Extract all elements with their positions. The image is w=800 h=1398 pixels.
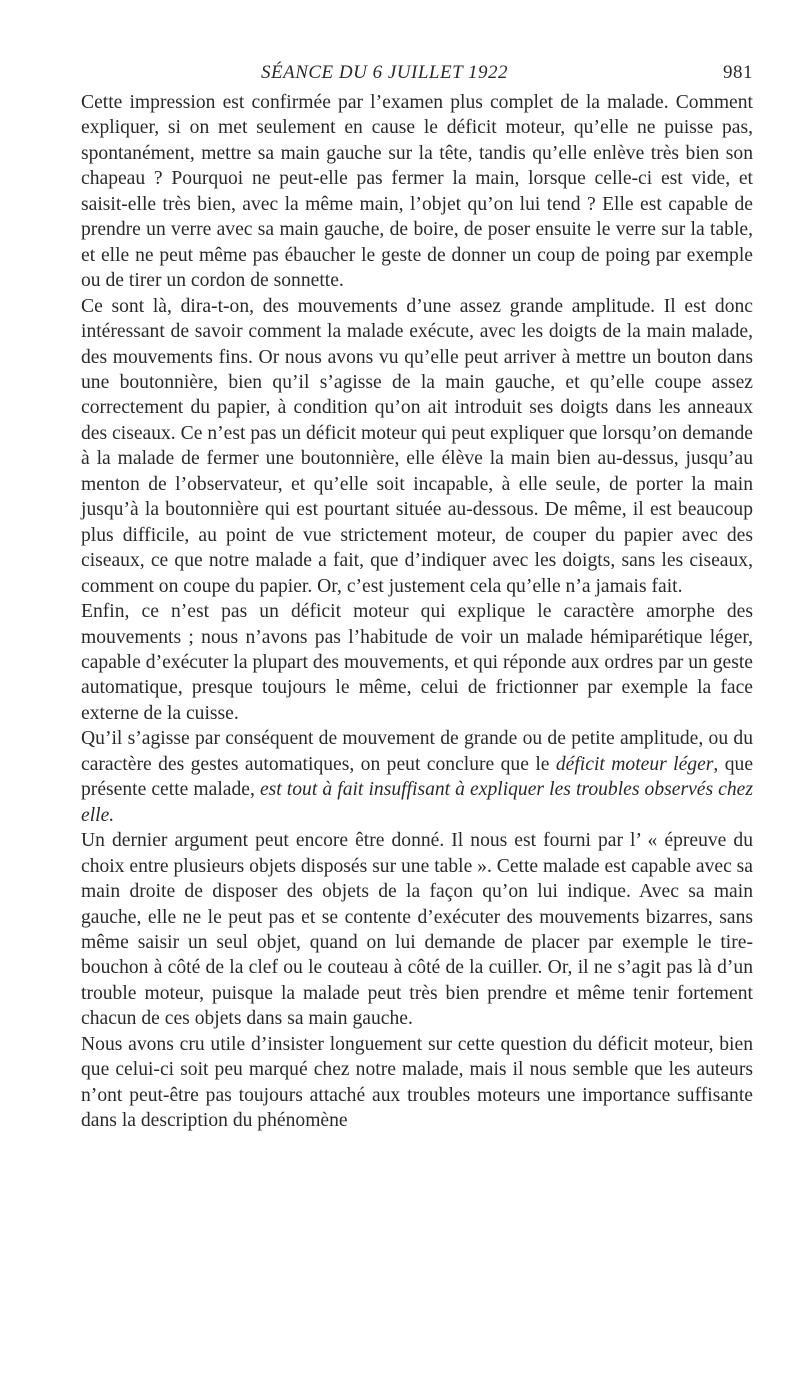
paragraph-4 (81, 726, 753, 828)
journal-page (81, 62, 753, 1134)
paragraph-2: Ce sont là, dira-t-on, des mouvements d’une assez grande amplitude. Il est donc intéressant de savoir comment la malade exécute, avec les doigts de la main malade, des mouvements fins. Or nous avons vu qu’elle peut arriver à mettre un bouton dans une boutonnière, bien qu’il s’agisse de la main gauche, et qu’elle coupe assez correctement du papier, à condition qu’on ait introduit ses doigts dans les anneaux des ciseaux. Ce n’est pas un déficit moteur qui peut expliquer que lorsqu’on demande à la malade de fermer une boutonnière, elle élève la main bien au-dessus, jusqu’au menton de l’observateur, et qu’elle soit incapable, à elle seule, de porter la main jusqu’à la boutonnière qui est pourtant située au-dessous. De même, il est beaucoup plus difficile, au point de vue strictement moteur, de couper du papier avec des ciseaux, ce que notre malade a fait, que d’indiquer avec les doigts, sans les ciseaux, comment on coupe du papier. Or, c’est justement cela qu’elle n’a jamais fait. (81, 295, 753, 597)
running-title: SÉANCE DU 6 JUILLET 1922 (261, 62, 509, 83)
paragraph-4-italic-b: est tout à fait insuffisant à expliquer les troubles observés chez elle. (81, 779, 753, 826)
paragraph-6: Nous avons cru utile d’insister longuement sur cette question du déficit moteur, bien que celui-ci soit peu marqué chez notre malade, mais il nous semble que les auteurs n’ont peut-être pas toujours attaché aux troubles moteurs une importance suffisante dans la description du phénomène (81, 1033, 753, 1132)
paragraph-4-text-b: , que présente cette malade, (81, 753, 754, 801)
paragraph-4-text-a: Qu’il s’agisse par conséquent de mouvement de grande ou de petite amplitude, ou du caractère des gestes automatiques, on peut conclure que le (81, 728, 753, 775)
paragraph-5: Un dernier argument peut encore être donné. Il nous est fourni par l’ « épreuve du choix entre plusieurs objets disposés sur une table ». Cette malade est capable avec sa main droite de disposer des objets de la façon qu’on lui indique. Avec sa main gauche, elle ne le peut pas et se contente d’exécuter des mouvements bizarres, sans même saisir un seul objet, quand on lui demande de placer par exemple le tire-bouchon à côté de la clef ou le couteau à côté de la cuiller. Or, il ne s’agit pas là d’un trouble moteur, puisque la malade peut très bien prendre et même tenir fortement chacun de ces objets dans sa main gauche. (81, 830, 753, 1030)
page-number: 981 (723, 62, 753, 83)
running-head (81, 62, 753, 90)
paragraph-4-italic-a: déficit moteur léger (555, 753, 714, 775)
paragraph-3: Enfin, ce n’est pas un déficit moteur qui explique le caractère amorphe des mouvements ; nous n’avons pas l’habitude de voir un malade hémiparétique léger, capable d’exécuter la plupart des mouvements, et qui réponde aux ordres par un geste automatique, presque toujours le même, celui de frictionner par exemple la face externe de la cuisse. (81, 601, 753, 724)
paragraph-1: Cette impression est confirmée par l’examen plus complet de la malade. Comment expliquer, si on met seulement en cause le déficit moteur, qu’elle ne puisse pas, spontanément, mettre sa main gauche sur la tête, tandis qu’elle enlève très bien son chapeau ? Pourquoi ne peut-elle pas fermer la main, lorsque celle-ci est vide, et saisit-elle très bien, avec la même main, l’objet qu’on lui tend ? Elle est capable de prendre un verre avec sa main gauche, de boire, de poser ensuite le verre sur la table, et elle ne peut même pas ébaucher le geste de donner un coup de poing par exemple ou de tirer un cordon de sonnette. (81, 92, 753, 292)
